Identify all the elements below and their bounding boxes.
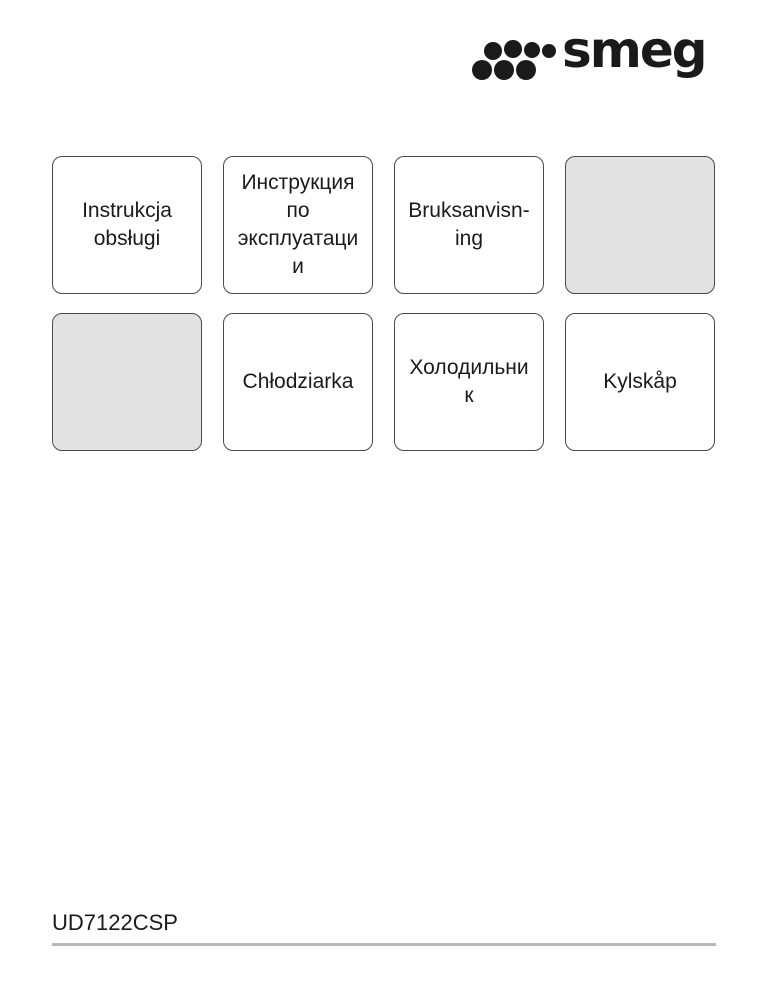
logo-dot [484, 42, 502, 60]
footer-divider [52, 943, 716, 946]
language-tile-polish-product [223, 313, 373, 451]
tile-label: Kylskåp [603, 370, 677, 393]
language-tile-russian-product [394, 313, 544, 451]
tile-label: Инструкция по эксплуатаци и [237, 171, 359, 278]
tile-label: Холодильни к [409, 356, 529, 407]
logo-dot [504, 40, 522, 58]
logo-dot [524, 42, 540, 58]
smeg-logo [470, 21, 720, 80]
language-tile-swedish-product [565, 313, 715, 451]
logo-dot [472, 60, 492, 80]
language-tile-polish-manual [52, 156, 202, 294]
tile-label: Bruksanvisn- ing [408, 199, 530, 250]
language-tile-swedish-manual [394, 156, 544, 294]
model-number: UD7122CSP [52, 910, 178, 935]
tile-label: Chłodziarka [242, 370, 354, 393]
logo-dot [516, 60, 536, 80]
logo-dot [494, 60, 514, 80]
logo-wordmark: smeg [562, 21, 706, 79]
logo-dot [542, 44, 556, 58]
language-tile-russian-manual [223, 156, 373, 294]
blank-tile [52, 313, 202, 451]
tile-label: Instrukcja obsługi [82, 199, 172, 250]
blank-tile [565, 156, 715, 294]
